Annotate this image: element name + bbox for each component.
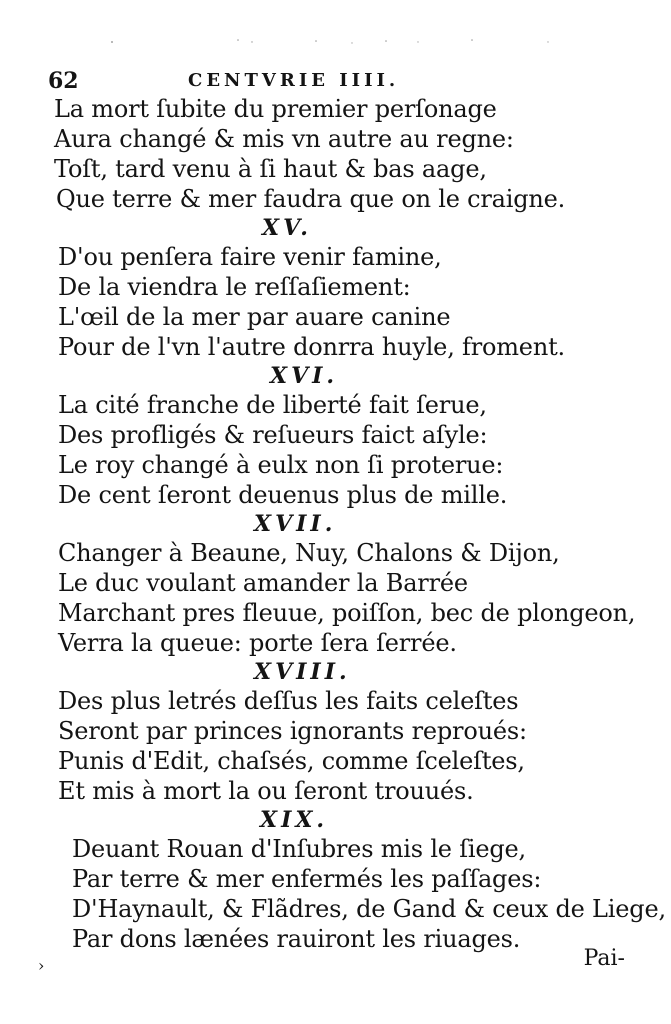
verse-line: Que terre & mer faudra que on le craigne.	[56, 185, 566, 213]
verse-line: Par dons lænées rauiront les riuages.	[72, 925, 521, 953]
page-header	[48, 68, 608, 94]
verse-line: Pour de l'vn l'autre donrra huyle, froment.	[58, 333, 565, 361]
print-specks	[0, 30, 671, 50]
verse-line: L'œil de la mer par auare canine	[58, 303, 451, 331]
verse-line: Aura changé & mis vn autre au regne:	[54, 125, 514, 153]
quatrain-17	[50, 510, 640, 658]
verse-line: Deuant Rouan d'Inſubres mis le ſiege,	[72, 835, 526, 863]
verse-line: D'Haynault, & Flãdres, de Gand & ceux de Liege,	[72, 895, 666, 923]
verse-line: Changer à Beaune, Nuy, Chalons & Dijon,	[58, 539, 560, 567]
quatrain-number: XV.	[262, 215, 312, 241]
page-number: 62	[48, 68, 79, 94]
quatrain-number: XVIII.	[254, 659, 351, 685]
verse-line: Toſt, tard venu à ſi haut & bas aage,	[54, 155, 487, 183]
verse-line: Seront par princes ignorants reproués:	[58, 717, 527, 745]
verse-line: De cent ſeront deuenus plus de mille.	[58, 481, 508, 509]
quatrain-16	[50, 362, 640, 510]
verse-line: D'ou penſera faire venir famine,	[58, 243, 442, 271]
verse-line: De la viendra le reſſaſiement:	[58, 273, 411, 301]
margin-mark: ›	[38, 956, 45, 975]
verse-line: La mort ſubite du premier perſonage	[54, 95, 497, 123]
verse-line: Le duc voulant amander la Barrée	[58, 569, 468, 597]
catchword: Pai-	[583, 946, 625, 971]
verse-line: Punis d'Edit, chaſsés, comme ſceleſtes,	[58, 747, 525, 775]
quatrain-19	[50, 806, 666, 954]
quatrain-number: XVI.	[270, 363, 339, 389]
verse-line: Et mis à mort la ou ſeront trouués.	[58, 777, 474, 805]
quatrain-15	[50, 214, 640, 362]
verse-line: La cité franche de liberté fait ſerue,	[58, 391, 487, 419]
verse-line: Le roy changé à eulx non ſi proterue:	[58, 451, 504, 479]
verse-line: Des profligés & reſueurs faict aſyle:	[58, 421, 488, 449]
quatrain-18	[50, 658, 640, 806]
verse-line: Par terre & mer enfermés les paſſages:	[72, 865, 542, 893]
verse-line: Marchant pres fleuue, poiſſon, bec de plongeon,	[58, 599, 636, 627]
verse-line: Des plus letrés deſſus les faits celeſtes	[58, 687, 519, 715]
quatrain-continued	[50, 94, 640, 214]
running-head: CENTVRIE IIII.	[188, 70, 400, 91]
quatrain-list	[50, 94, 666, 954]
quatrain-number: XIX.	[260, 807, 329, 833]
quatrain-number: XVII.	[254, 511, 337, 537]
verse-line: Verra la queue: porte ſera ſerrée.	[58, 629, 457, 657]
